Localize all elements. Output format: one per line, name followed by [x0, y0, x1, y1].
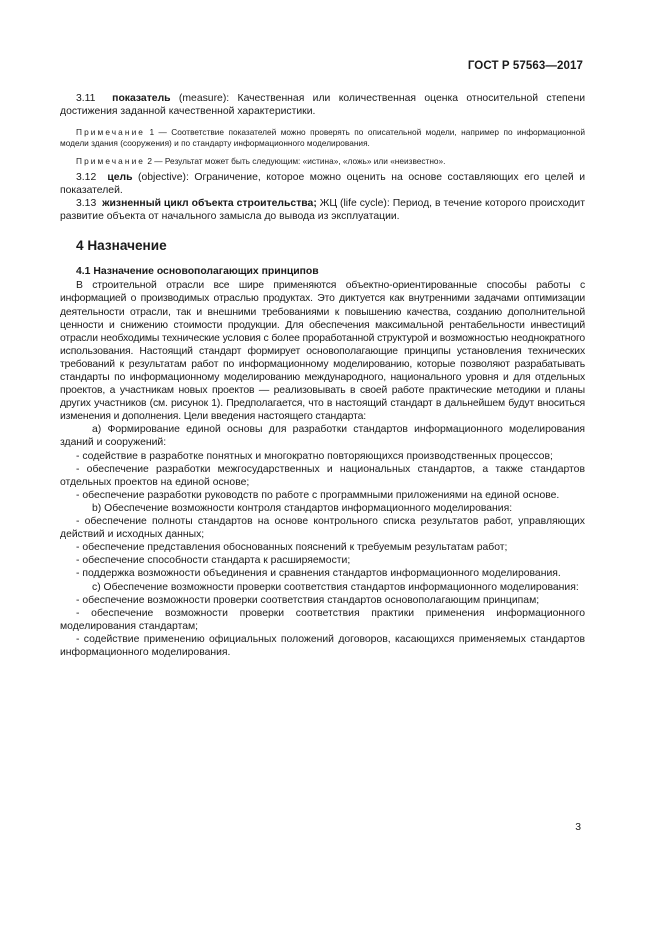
note-text: 2 — Результат может быть следующим: «истина», «ложь» или «неизвестно». — [145, 155, 446, 166]
bullet-item: - обеспечение возможности проверки соответствия стандартов основополагающим принципам; — [76, 594, 540, 606]
list-item-a: а) Формирование единой основы для разработки стандартов информационного моделирования зданий и сооружений: — [60, 424, 585, 449]
definition-3-13 — [60, 197, 585, 223]
bullet-item: - обеспечение возможности проверки соответствия практики применения информационного моделирования стандартам; — [60, 607, 585, 632]
bullet-item: - содействие применению официальных положений договоров, касающихся применяемых стандартов информационного моделирования. — [60, 633, 585, 658]
main-paragraph: В строительной отрасли все шире применяются объектно-ориентированные способы работы с информацией о производимых отраслью продуктах. Это диктуется как внутренними задачами оптимизации деятельности отрасли, так и внешними требованиями к повышению качества, созданию дополнительной ценности и снижению стоимости продукции. Для обеспечения максимальной рентабельности инвестиций отрасли необходимы технические условия с более проработанной структурой и возможностью неоднократного использования. Настоящий стандарт формирует основополагающие принципы установления технических требований к результатам работ по информационному моделированию, которые позволяют разрабатывать стандарты по информационному моделированию международного, национального уровня и для отдельных проектов, а участникам новых проектов — реализовывать в своей работе практические методики и планы других участников (см. рисунок 1). Предполагается, что в настоящий стандарт в дальнейшем будут вноситься изменения и дополнения. Цели введения настоящего стандарта: — [60, 280, 585, 423]
bullet-item: - обеспечение способности стандарта к расширяемости; — [76, 555, 351, 567]
section-heading: 4 Назначение — [76, 238, 167, 254]
definition-text: (measure): Качественная или количественная оценка относительной степени достижения заданной качественной характеристики. — [60, 93, 585, 118]
definition-term: цель — [107, 171, 133, 183]
definition-number: 3.13 — [76, 197, 97, 209]
definition-term: жизненный цикл объекта строительства; — [102, 197, 317, 209]
note-label: Примечание — [76, 127, 146, 138]
bullet-item: - обеспечение разработки руководств по работе с программными приложениями на единой основе. — [76, 489, 560, 501]
bullet-item: - поддержка возможности объединения и сравнения стандартов информационного моделирования. — [76, 568, 561, 580]
bullet-item: - обеспечение полноты стандартов на основе контрольного списка результатов работ, управляющих действий и исходных данных; — [60, 516, 585, 541]
definition-3-12 — [60, 171, 585, 197]
page-content — [60, 92, 585, 659]
definition-text: (objective): Ограничение, которое можно оценить на основе составляющих его целей и показателей. — [60, 171, 586, 196]
definition-term: показатель — [112, 93, 171, 104]
definition-text: ЖЦ (life cycle): Период, в течение которого происходит развитие объекта от начального замысла до вывода из эксплуатации. — [60, 197, 585, 223]
definition-3-11 — [60, 92, 585, 118]
note-label: Примечание — [76, 155, 146, 166]
note-1 — [60, 127, 585, 149]
bullet-item: - обеспечение представления обоснованных пояснений к требуемым результатам работ; — [76, 542, 508, 554]
page-number: 3 — [575, 822, 581, 833]
standard-header: ГОСТ Р 57563—2017 — [467, 60, 583, 72]
definition-number: 3.11 — [76, 93, 96, 104]
bullet-item: - обеспечение разработки межгосударственных и национальных стандартов, а также стандартов отдельных проектов на единой основе; — [60, 463, 585, 488]
note-text: 1 — Соответствие показателей можно проверять по описательной модели, например по информационной модели здания (сооружения) и по стандарту информационного моделирования. — [60, 127, 585, 149]
bullet-item: - содействие в разработке понятных и многократно повторяющихся производственных процессов; — [76, 450, 553, 462]
subsection-heading: 4.1 Назначение основополагающих принципов — [76, 266, 319, 278]
list-item-c: с) Обеспечение возможности проверки соответствия стандартов информационного моделирования: — [92, 581, 579, 593]
definition-number: 3.12 — [76, 171, 97, 183]
list-item-b: b) Обеспечение возможности контроля стандартов информационного моделирования: — [92, 502, 513, 514]
note-2 — [60, 156, 585, 167]
